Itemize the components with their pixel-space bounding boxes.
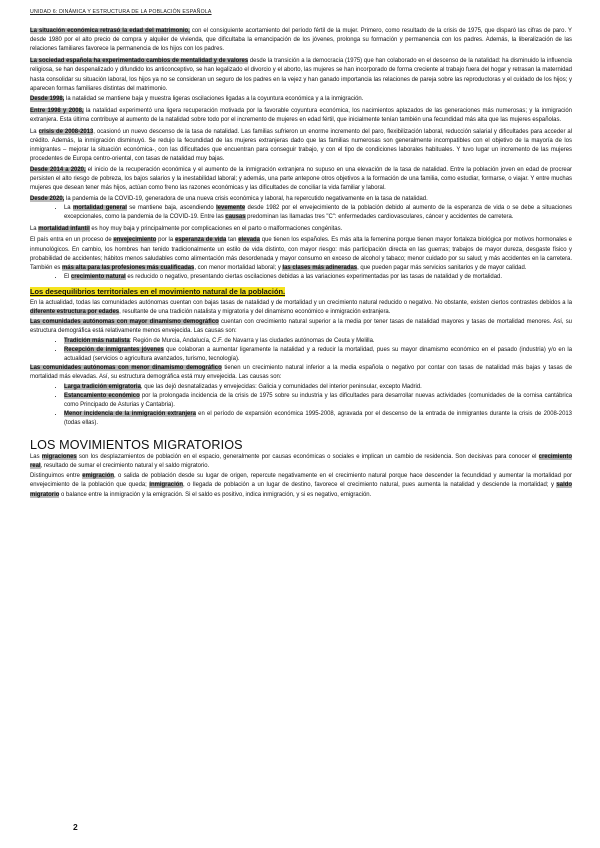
- highlighted-text: Desde 2014 a 2020,: [30, 166, 86, 173]
- paragraph-mentality-change: [30, 57, 572, 94]
- paragraph-migrations-definition: [30, 453, 572, 471]
- paragraph-since-2020: [30, 195, 572, 204]
- paragraph-text: : Región de Murcia, Andalucía, C.F. de Navarra y las ciudades autónomas de Ceuta y Melilla.: [129, 337, 375, 344]
- highlighted-text: mortalidad infantil: [38, 225, 90, 232]
- page-content: [30, 27, 572, 500]
- paragraph-text: , resultado de sumar el crecimiento natural y el saldo migratorio.: [40, 462, 210, 469]
- paragraph-text: , resultante de una tradición natalista y migratoria y del dinamismo económico e inmigración extranjera.: [119, 308, 391, 315]
- paragraph-territorial-intro: [30, 299, 572, 317]
- highlighted-text: Estancamiento económico: [64, 392, 140, 399]
- paragraph-text: tienen un crecimiento natural inferior a la media española o negativo por contar con tasas de natalidad más bajas y tasas de mortalidad más elevadas. Así, su estructura demográfica está muy envejecida. Las causas son:: [30, 365, 572, 381]
- list-item: [64, 273, 572, 282]
- paragraph-text: , ocasionó un nuevo descenso de la tasa de natalidad. Las familias sufrieron un enorme incremento del paro, flexibilización laboral, reducción salarial y dificultades para acceder al crédito. Además, la inmigración disminuyó. Se redujo la fecundidad de las mujeres extranjeras dado que las familias numerosas son generalmente incompatibles con el objetivo de la mayoría de los inmigrantes – mejorar la situación económica-, con las dificultades que encuentran para conseguir trabajo, y con el tipo de condiciones laborales habituales. Y tuvo lugar un incremento de las mujeres procedentes de Europa centro-oriental, con tasas de natalidad muy bajas.: [30, 128, 572, 163]
- highlighted-text: Las comunidades autónomas con menor dinamismo demográfico: [30, 365, 222, 372]
- highlighted-text: emigración: [82, 473, 114, 480]
- paragraph-less-dynamic: [30, 364, 572, 382]
- highlighted-text: inmigración: [149, 482, 183, 489]
- more-dynamic-causes-list: [30, 337, 572, 365]
- mortality-list: [30, 204, 572, 222]
- paragraph-text: se mantiene baja, ascendiendo: [126, 204, 217, 211]
- paragraph-text: La: [64, 204, 73, 211]
- paragraph-infant-mortality: [30, 225, 572, 234]
- paragraph-marriage-age: [30, 27, 572, 55]
- page-header: UNIDAD 6: DINÁMICA Y ESTRUCTURA DE LA POBLACIÓN ESPAÑOLA: [30, 9, 212, 15]
- highlighted-text: Tradición más natalista: [64, 337, 130, 344]
- highlighted-text: Entre 1998 y 2008,: [30, 107, 84, 114]
- highlighted-text: levemente: [216, 204, 246, 211]
- page-number: 2: [73, 822, 78, 832]
- highlighted-text: crecimiento real: [30, 453, 572, 469]
- paragraph-text: o balance entre la inmigración y la emigración. Si el saldo es positivo, indica inmigración, y si es negativo, emigración.: [59, 491, 372, 498]
- list-item: [64, 204, 572, 222]
- highlighted-text: Menor incidencia de la inmigración extranjera: [64, 411, 196, 418]
- highlighted-text: Desde 1998,: [30, 96, 65, 103]
- paragraph-text: predominan las llamadas tres "C": enfermedades cardiovasculares, cáncer y accidentes de carretera.: [245, 213, 514, 220]
- paragraph-text: es reducido o negativo, presentando ciertas oscilaciones debidas a las variaciones experimentadas por las tasas de natalidad y de mortalidad.: [125, 274, 502, 281]
- highlighted-text: esperanza de vida: [174, 237, 227, 244]
- paragraph-since-1998: [30, 95, 572, 104]
- highlighted-text: diferente estructura por edades: [30, 308, 120, 315]
- paragraph-aging: [30, 236, 572, 273]
- paragraph-1998-2008: [30, 107, 572, 125]
- section-title-territorial: Los desequilibrios territoriales en el movimiento natural de la población.: [30, 287, 286, 297]
- highlighted-text: Desde 2020,: [30, 195, 65, 202]
- paragraph-2014-2020: [30, 166, 572, 194]
- highlighted-text: envejecimiento: [113, 237, 157, 244]
- paragraph-text: El país entra en un proceso de: [30, 237, 114, 244]
- paragraph-text: Distinguimos entre: [30, 473, 83, 480]
- highlighted-text: causas: [225, 213, 246, 220]
- paragraph-text: son los desplazamientos de población en el espacio, generalmente por causas económicas o sociales e implican un cambio de residencia. Son decisivas para conocer el: [76, 453, 539, 460]
- highlighted-text: crecimiento natural: [70, 274, 126, 281]
- paragraph-text: , con menor mortalidad laboral; y: [194, 264, 283, 271]
- paragraph-more-dynamic: [30, 318, 572, 336]
- paragraph-text: la natalidad se mantiene baja y muestra ligeras oscilaciones ligadas a la coyuntura económica y a la inmigración.: [64, 96, 364, 103]
- highlighted-text: saldo migratorio: [30, 482, 572, 498]
- paragraph-text: , que las dejó desnatalizadas y envejecidas: Galicia y comunidades del interior peninsular, excepto Madrid.: [140, 383, 422, 390]
- highlighted-text: elevada: [238, 237, 260, 244]
- paragraph-text: con el consiguiente acortamiento del período fértil de la mujer. Primero, como resultado de la crisis de 1975, que disparó las cifras de paro. Y desde 1980 por el alto precio de compra y alquiler de vivienda, que dificultaba la emancipación de los jóvenes, prolonga su formación y permanencia con los padres. Además, la liberalización de las relaciones familiares favorece la permanencia de los hijos con los padres.: [30, 28, 572, 53]
- list-item: [64, 346, 572, 364]
- paragraph-crisis-2008: [30, 128, 572, 165]
- paragraph-text: el inicio de la recuperación económica y el aumento de la inmigración extranjera no supuso en una elevación de la tasa de natalidad. Entre la población joven en edad de procrear persisten el alto riesgo de pobreza, los bajos salarios y la inestabilidad laboral; y además, una parte antepone otros objetivos a la formación de una familia, como estudiar, formarse, o viajar. Y entre muchas mujeres que desean tener más hijos, actúan como freno las razones económicas y las dificultades de conciliar la vida familiar y laboral.: [30, 166, 572, 192]
- paragraph-text: , o llegada de población a un lugar de destino, favorece el crecimiento natural, pues aumenta la natalidad y desciende la mortalidad; y: [183, 482, 557, 489]
- highlighted-text: Recepción de inmigrantes jóvenes: [64, 346, 164, 353]
- paragraph-migration-types: [30, 472, 572, 500]
- paragraph-text: , o salida de población desde su lugar de origen, repercute negativamente en el crecimiento natural porque hace descender la fecundidad y aumentar la mortalidad por envejecimiento de la población que queda;: [30, 473, 572, 489]
- highlighted-text: migraciones: [41, 453, 77, 460]
- paragraph-text: En la actualidad, todas las comunidades autónomas cuentan con bajas tasas de natalidad y de mortalidad y un crecimiento natural reducido o negativo. No obstante, existen ciertos contrastes debidos a la: [30, 299, 572, 306]
- highlighted-text: Larga tradición emigratoria: [64, 383, 141, 390]
- paragraph-text: por la: [156, 237, 175, 244]
- paragraph-text: La: [30, 225, 39, 232]
- paragraph-text: cuentan con crecimiento natural superior a la media por tener tasas de natalidad mayores y tasas de mortalidad menores. Así, su estructura demográfica está relativamente menos envejecida. Las causas son:: [30, 319, 572, 335]
- paragraph-text: La: [30, 128, 39, 135]
- list-item: [64, 383, 572, 392]
- highlighted-text: crisis de 2008-2013: [38, 128, 94, 135]
- highlighted-text: las clases más adineradas: [282, 264, 358, 271]
- highlighted-text: La situación económica retrasó la edad del matrimonio,: [30, 28, 190, 34]
- list-item: [64, 392, 572, 410]
- paragraph-text: que tienen los españoles. Es más alta la femenina porque tienen mayor fortaleza biológica por motivos hormonales e inmunológicos. En cambio, los hombres han tenido tradicionalmente un estilo de vida distinto, con mayor riesgo: más participación directa en las guerras; trabajos de mayor dureza, desgaste físico y probabilidad de accidentes; hábitos menos saludables como alimentación más desordenada y mayor consumo en exceso de alcohol y tabaco; menor cuidado por su salud; y más accidentes en la carretera. También es: [30, 237, 572, 271]
- paragraph-text: la natalidad experimentó una ligera recuperación motivada por la favorable coyuntura económica, los nacimientos aplazados de las generaciones más numerosas; y la inmigración extranjera. Esta última contribuye al aumento de la natalidad sobre todo por el incremento de mujeres en edad fértil, que inicialmente tenían también una fecundidad más alta que las mujeres españolas.: [30, 107, 572, 124]
- heading-migrations: LOS MOVIMIENTOS MIGRATORIOS: [30, 437, 243, 452]
- paragraph-text: El: [64, 274, 71, 281]
- paragraph-text: en el período de expansión económica 1995-2008, agravada por el descenso de la entrada de inmigrantes durante la crisis de 2008-2013 (todas ellas).: [64, 411, 572, 427]
- natural-growth-list: [30, 273, 572, 282]
- paragraph-text: desde 1982 por el envejecimiento de la población debido al aumento de la esperanza de vida o se debe a situaciones excepcionales, como la pandemia de la COVID-19. Entre las: [64, 204, 573, 220]
- paragraph-text: por la prolongada incidencia de la crisis de 1975 sobre su industria y las dificultades para desarrollar nuevas actividades (comunidades de la cornisa cantábrica como Principado de Asturias y Cantabria).: [64, 392, 572, 408]
- paragraph-text: que colaboran a aumentar ligeramente la natalidad y a reducir la mortalidad, pues su mayor dinamismo económico en el pasado (industria) y/o en la actualidad (servicios o agricultura avanzados, turismo, tecnología).: [64, 346, 573, 362]
- highlighted-text: La sociedad española ha experimentado cambios de mentalidad y de valores: [30, 58, 249, 65]
- highlighted-text: Las comunidades autónomas con mayor dinamismo demográfico: [30, 319, 219, 326]
- paragraph-text: es hoy muy baja y principalmente por complicaciones en el parto o malformaciones congénitas.: [89, 225, 343, 232]
- highlighted-text: más alta para las profesiones más cualificadas: [62, 264, 195, 271]
- list-item: [64, 337, 572, 346]
- highlighted-text: mortalidad general: [73, 204, 127, 211]
- paragraph-text: , que pueden pagar más servicios sanitarios y de mayor calidad.: [357, 264, 527, 271]
- less-dynamic-causes-list: [30, 383, 572, 429]
- paragraph-text: desde la transición a la democracia (1975) que han colaborado en el descenso de la natalidad: ha disminuido la influencia religiosa, se han despenalizado y difundido los anticonceptivo, se han legalizado el divorcio y el aborto, las mujeres se han incorporado de forma creciente al trabajo fuera del hogar y retrasan la maternidad hasta consolidar su situación laboral, los hijos ya no se consideran un seguro de los padres en la vejez y han ganado importancia las relaciones de pareja sobre las reproductoras y el cuidado de los hijos; y aparecen formas familiares distintas del matrimonio.: [30, 58, 572, 92]
- list-item: [64, 410, 572, 428]
- paragraph-text: la pandemia de la COVID-19, generadora de una nueva crisis económica y laboral, ha repercutido negativamente en la tasa de natalidad.: [64, 195, 428, 202]
- paragraph-text: Las: [30, 453, 42, 460]
- paragraph-text: tan: [226, 237, 239, 244]
